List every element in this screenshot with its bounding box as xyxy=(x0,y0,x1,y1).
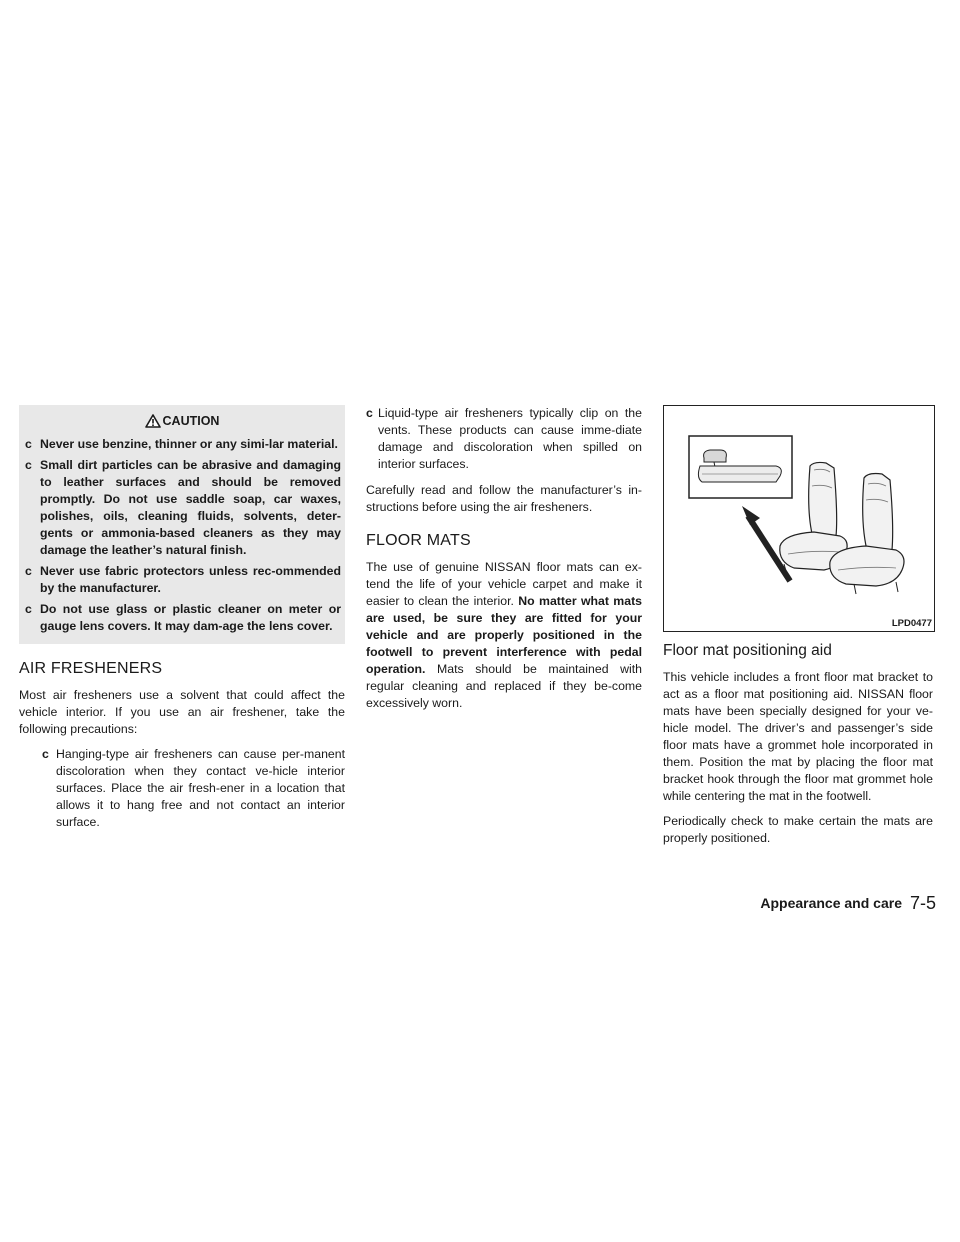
page-footer xyxy=(760,893,936,914)
column-left xyxy=(19,405,345,831)
caution-item-text: Never use fabric protectors unless rec-ommended by the manufacturer. xyxy=(40,564,341,595)
caution-item-text: Small dirt particles can be abrasive and damaging to leather surfaces and should be removed promptly. Do not use saddle soap, car waxes, polishes, oils, cleaning fluids, solvents, deter-gents or ammonia-based cleaners as they may damage the leather’s natural finish. xyxy=(40,458,341,557)
air-fresheners-heading: AIR FRESHENERS xyxy=(19,660,163,677)
column-right xyxy=(663,405,933,855)
figure-label: LPD0477 xyxy=(891,618,932,629)
list-item xyxy=(19,746,345,831)
list-item-text: Hanging-type air fresheners can cause per-manent discoloration when they contact ve-hicle interior surfaces. Place the air fresh-ener in a location that allows it to hang free and not contact an interior surface. xyxy=(56,747,345,829)
bullet-icon: c xyxy=(366,406,373,420)
floor-mat-figure xyxy=(663,405,935,632)
bullet-icon: c xyxy=(25,437,32,451)
floor-mats-heading: FLOOR MATS xyxy=(366,532,471,549)
caution-item-text: Do not use glass or plastic cleaner on meter or gauge lens covers. It may dam-age the lens cover. xyxy=(40,602,341,633)
caution-heading xyxy=(19,410,345,432)
list-item xyxy=(366,405,642,473)
bullet-icon: c xyxy=(25,602,32,616)
section-name: Appearance and care xyxy=(760,895,902,911)
bullet-icon: c xyxy=(42,747,49,761)
bullet-icon: c xyxy=(25,564,32,578)
caution-item xyxy=(19,436,345,453)
air-fresheners-list xyxy=(19,746,345,831)
caution-item xyxy=(19,457,345,559)
caution-item xyxy=(19,563,345,597)
air-fresheners-intro: Most air fresheners use a solvent that could affect the vehicle interior. If you use an air freshener, take the following precautions: xyxy=(19,688,345,736)
air-fresheners-closing: Carefully read and follow the manufacturer’s in-structions before using the air fresheners. xyxy=(366,483,642,514)
bullet-icon: c xyxy=(25,458,32,472)
caution-title-text: CAUTION xyxy=(162,414,220,428)
caution-list xyxy=(19,436,345,635)
warning-triangle-icon xyxy=(145,414,161,428)
positioning-aid-heading: Floor mat positioning aid xyxy=(663,642,832,659)
floor-mats-paragraph xyxy=(366,559,642,712)
page-number: 7-5 xyxy=(909,893,936,913)
positioning-aid-note: Periodically check to make certain the mats are properly positioned. xyxy=(663,814,933,845)
floor-mats-text-end: Mats should be maintained with regular cleaning and replaced if they be-come excessively worn. xyxy=(366,662,642,710)
caution-item xyxy=(19,601,345,635)
list-item-text: Liquid-type air fresheners typically clip on the vents. These products can cause imme-diate damage and discoloration when spilled on interior surfaces. xyxy=(378,406,642,471)
caution-item-text: Never use benzine, thinner or any simi-lar material. xyxy=(40,437,338,451)
seats-mat-illustration xyxy=(664,406,934,616)
column-middle xyxy=(366,405,642,720)
caution-box xyxy=(19,405,345,644)
air-fresheners-list-continued xyxy=(366,405,642,473)
floor-mats-text-start: The use of genuine NISSAN floor mats can ex-tend the life of your vehicle carpet and make it easier to clean the interior. xyxy=(366,560,642,608)
floor-mats-warning-text: No matter what mats are used, be sure they are fitted for your vehicle and are properly positioned in the footwell to prevent interference with pedal operation. xyxy=(366,594,642,676)
positioning-aid-paragraph: This vehicle includes a front floor mat bracket to act as a floor mat positioning aid. NISSAN floor mats have been specially designed for your ve-hicle model. The driver’s and passenger’s side floor mats have a grommet hole incorporated in them. Position the mat by placing the floor mat bracket hook through the floor mat grommet hole while centering the mat in the footwell. xyxy=(663,670,933,803)
